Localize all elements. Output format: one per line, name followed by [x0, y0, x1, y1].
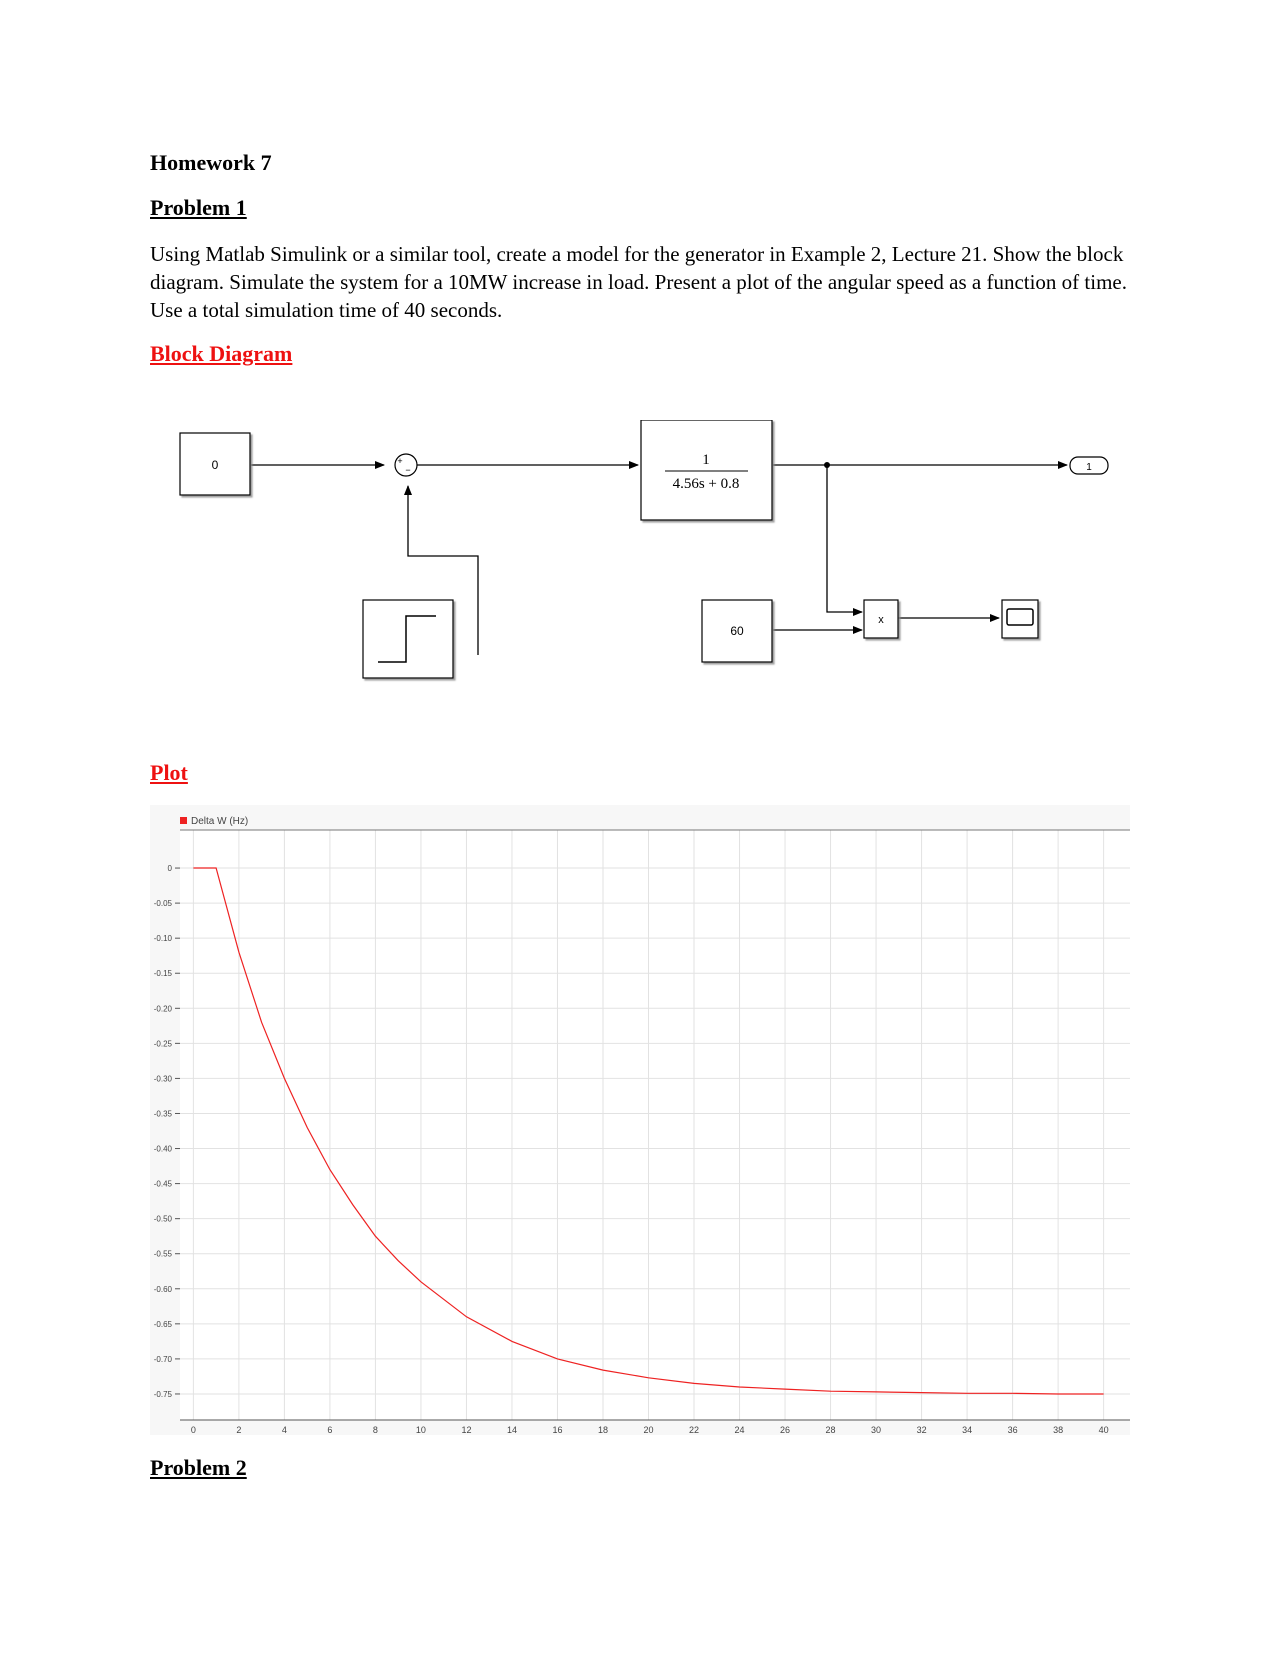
gain-block[interactable]: [702, 600, 772, 662]
x-tick-label: 28: [825, 1425, 836, 1435]
sum-minus-sign: −: [405, 465, 411, 475]
sum-plus-sign: +: [397, 456, 403, 466]
y-tick-label: -0.45: [153, 1179, 172, 1189]
y-tick-label: -0.25: [153, 1039, 172, 1049]
problem-1-heading: Problem 1: [150, 195, 247, 220]
y-tick-label: -0.20: [153, 1004, 172, 1014]
legend: [180, 816, 248, 827]
y-tick-label: -0.35: [153, 1109, 172, 1119]
scope-icon: [1007, 609, 1033, 625]
outport-block[interactable]: [1070, 457, 1108, 474]
x-tick-label: 26: [780, 1425, 791, 1435]
x-tick-label: 14: [506, 1425, 517, 1435]
x-tick-label: 4: [281, 1425, 287, 1435]
gain-value: 60: [730, 624, 744, 638]
y-tick-label: -0.60: [153, 1284, 172, 1294]
x-tick-labels: [191, 1425, 1109, 1435]
y-tick-label: -0.10: [153, 934, 172, 944]
x-tick-label: 12: [461, 1425, 472, 1435]
branch-point: [824, 462, 830, 468]
x-tick-label: 24: [734, 1425, 745, 1435]
y-tick-label: -0.05: [153, 899, 172, 909]
legend-label: Delta W (Hz): [191, 816, 249, 827]
scope-block[interactable]: [1002, 600, 1038, 638]
x-tick-label: 40: [1098, 1425, 1109, 1435]
x-tick-label: 16: [552, 1425, 563, 1435]
plot-heading: Plot: [150, 760, 188, 785]
product-block[interactable]: [864, 600, 898, 638]
x-tick-label: 18: [597, 1425, 608, 1435]
x-tick-label: 34: [962, 1425, 973, 1435]
problem-2-heading: Problem 2: [150, 1455, 247, 1480]
x-tick-label: 30: [871, 1425, 882, 1435]
outport-label: 1: [1086, 462, 1092, 473]
tf-numerator: 1: [702, 452, 710, 468]
x-tick-label: 38: [1053, 1425, 1064, 1435]
product-symbol: x: [878, 614, 884, 626]
x-tick-label: 0: [190, 1425, 196, 1435]
tf-denominator: 4.56s + 0.8: [672, 476, 740, 492]
y-tick-label: -0.70: [153, 1354, 172, 1364]
y-tick-label: -0.30: [153, 1074, 172, 1084]
y-tick-label: 0: [167, 864, 172, 874]
block-diagram-heading: Block Diagram: [150, 341, 293, 366]
constant-block[interactable]: [180, 433, 250, 495]
x-tick-label: 32: [916, 1425, 927, 1435]
sum-block[interactable]: [395, 454, 417, 476]
y-tick-label: -0.50: [153, 1214, 172, 1224]
x-tick-label: 22: [689, 1425, 700, 1435]
y-tick-label: -0.75: [153, 1389, 172, 1399]
x-tick-label: 6: [327, 1425, 333, 1435]
y-tick-label: -0.65: [153, 1319, 172, 1329]
document-title: Homework 7: [150, 150, 272, 175]
y-tick-label: -0.40: [153, 1144, 172, 1154]
step-block[interactable]: [363, 600, 453, 678]
x-tick-label: 10: [415, 1425, 426, 1435]
angular-speed-plot: [150, 805, 1130, 1435]
problem-1-text: Using Matlab Simulink or a similar tool, create a model for the generator in Example 2, Lecture 21. Show the block diagram. Simulate the system for a 10MW increase in load. Present a plot of the angular speed as a function of time. Use a total simulation time of 40 seconds.: [150, 242, 1128, 322]
transfer-function-block[interactable]: [641, 420, 772, 520]
x-tick-label: 8: [372, 1425, 378, 1435]
y-tick-label: -0.55: [153, 1249, 172, 1259]
legend-swatch: [180, 817, 187, 824]
plot-area: [180, 830, 1130, 1420]
y-tick-label: -0.15: [153, 969, 172, 979]
x-tick-label: 36: [1007, 1425, 1018, 1435]
x-tick-label: 2: [236, 1425, 242, 1435]
constant-value: 0: [211, 458, 219, 472]
block-diagram: [150, 420, 1130, 720]
x-tick-label: 20: [643, 1425, 654, 1435]
